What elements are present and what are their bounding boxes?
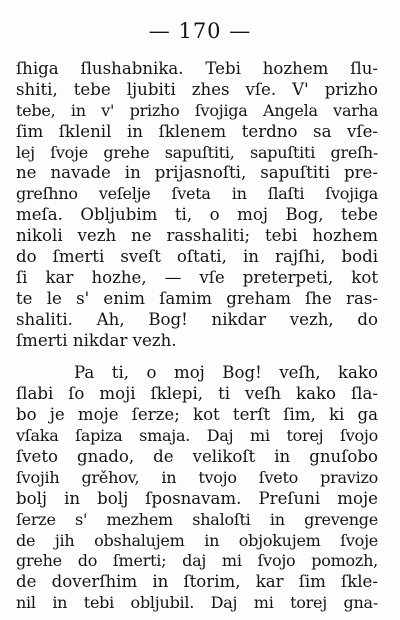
- text-line: nil in tebi obljubil. Daj mi torej gna-: [16, 593, 378, 613]
- text-line: shaliti. Ah, Bog! nikdar vezh, do: [16, 309, 378, 329]
- text-line: ſi kar hozhe, — vſe preterpeti, kot: [16, 267, 378, 287]
- text-line: Pa ti, o moj Bog! veſh, kako: [74, 363, 378, 383]
- body-text: [16, 59, 378, 614]
- text-line: ſveto gnado, de velikoſt in gnuſobo: [16, 447, 378, 467]
- text-line: ſmerti nikdar vezh.: [16, 330, 177, 350]
- text-line: ſerze s' mezhem shaloſti in grevenge: [16, 509, 378, 529]
- page-number: — 170 —: [148, 19, 252, 43]
- text-line: de doverſhim in ſtorim, kar ſim ſkle-: [16, 572, 378, 592]
- text-line: te le s' enim ſamim greham ſhe ras-: [16, 288, 378, 308]
- text-line: nikoli vezh ne rasshaliti; tebi hozhem: [16, 226, 378, 246]
- text-line: ſim ſklenil in ſklenem terdno sa vſe-: [16, 121, 378, 141]
- paragraph-1: [16, 59, 378, 351]
- text-line: ſvojih grěhov, in tvojo ſveto pravizo: [16, 467, 378, 487]
- text-line: bolj in bolj ſposnavam. Preſuni moje: [16, 488, 378, 508]
- text-line: tebe, in v' prizho ſvojiga Angela varha: [16, 100, 378, 120]
- text-line: ſlabi ſo moji ſklepi, ti veſh kako ſla-: [16, 384, 378, 404]
- paragraph-2: [16, 363, 378, 614]
- text-line: ſhiga ſlushabnika. Tebi hozhem ſlu-: [16, 59, 378, 78]
- text-line: ne navade in prijasnoſti, sapuſtiti pre-: [16, 163, 378, 183]
- text-line: grehe do ſmerti; daj mi ſvojo pomozh,: [16, 551, 378, 571]
- text-line: de jih obshalujem in objokujem ſvoje: [16, 530, 378, 550]
- text-line: lej ſvoje grehe sapuſtiti, sapuſtiti greſh-: [16, 142, 378, 162]
- text-line: bo je moje ſerze; kot terſt ſim, ki ga: [16, 405, 378, 425]
- paragraph-gap: [16, 351, 378, 363]
- text-line: vſaka ſapiza smaja. Daj mi torej ſvojo: [16, 426, 378, 446]
- text-line: do ſmerti sveſt oſtati, in rajſhi, bodi: [16, 247, 378, 267]
- text-line: shiti, tebe ljubiti zhes vſe. V' prizho: [16, 79, 378, 99]
- text-line: meſa. Obljubim ti, o moj Bog, tebe: [16, 205, 378, 225]
- text-line: greſhno veſelje ſveta in ſlaſti ſvojiga: [16, 184, 378, 204]
